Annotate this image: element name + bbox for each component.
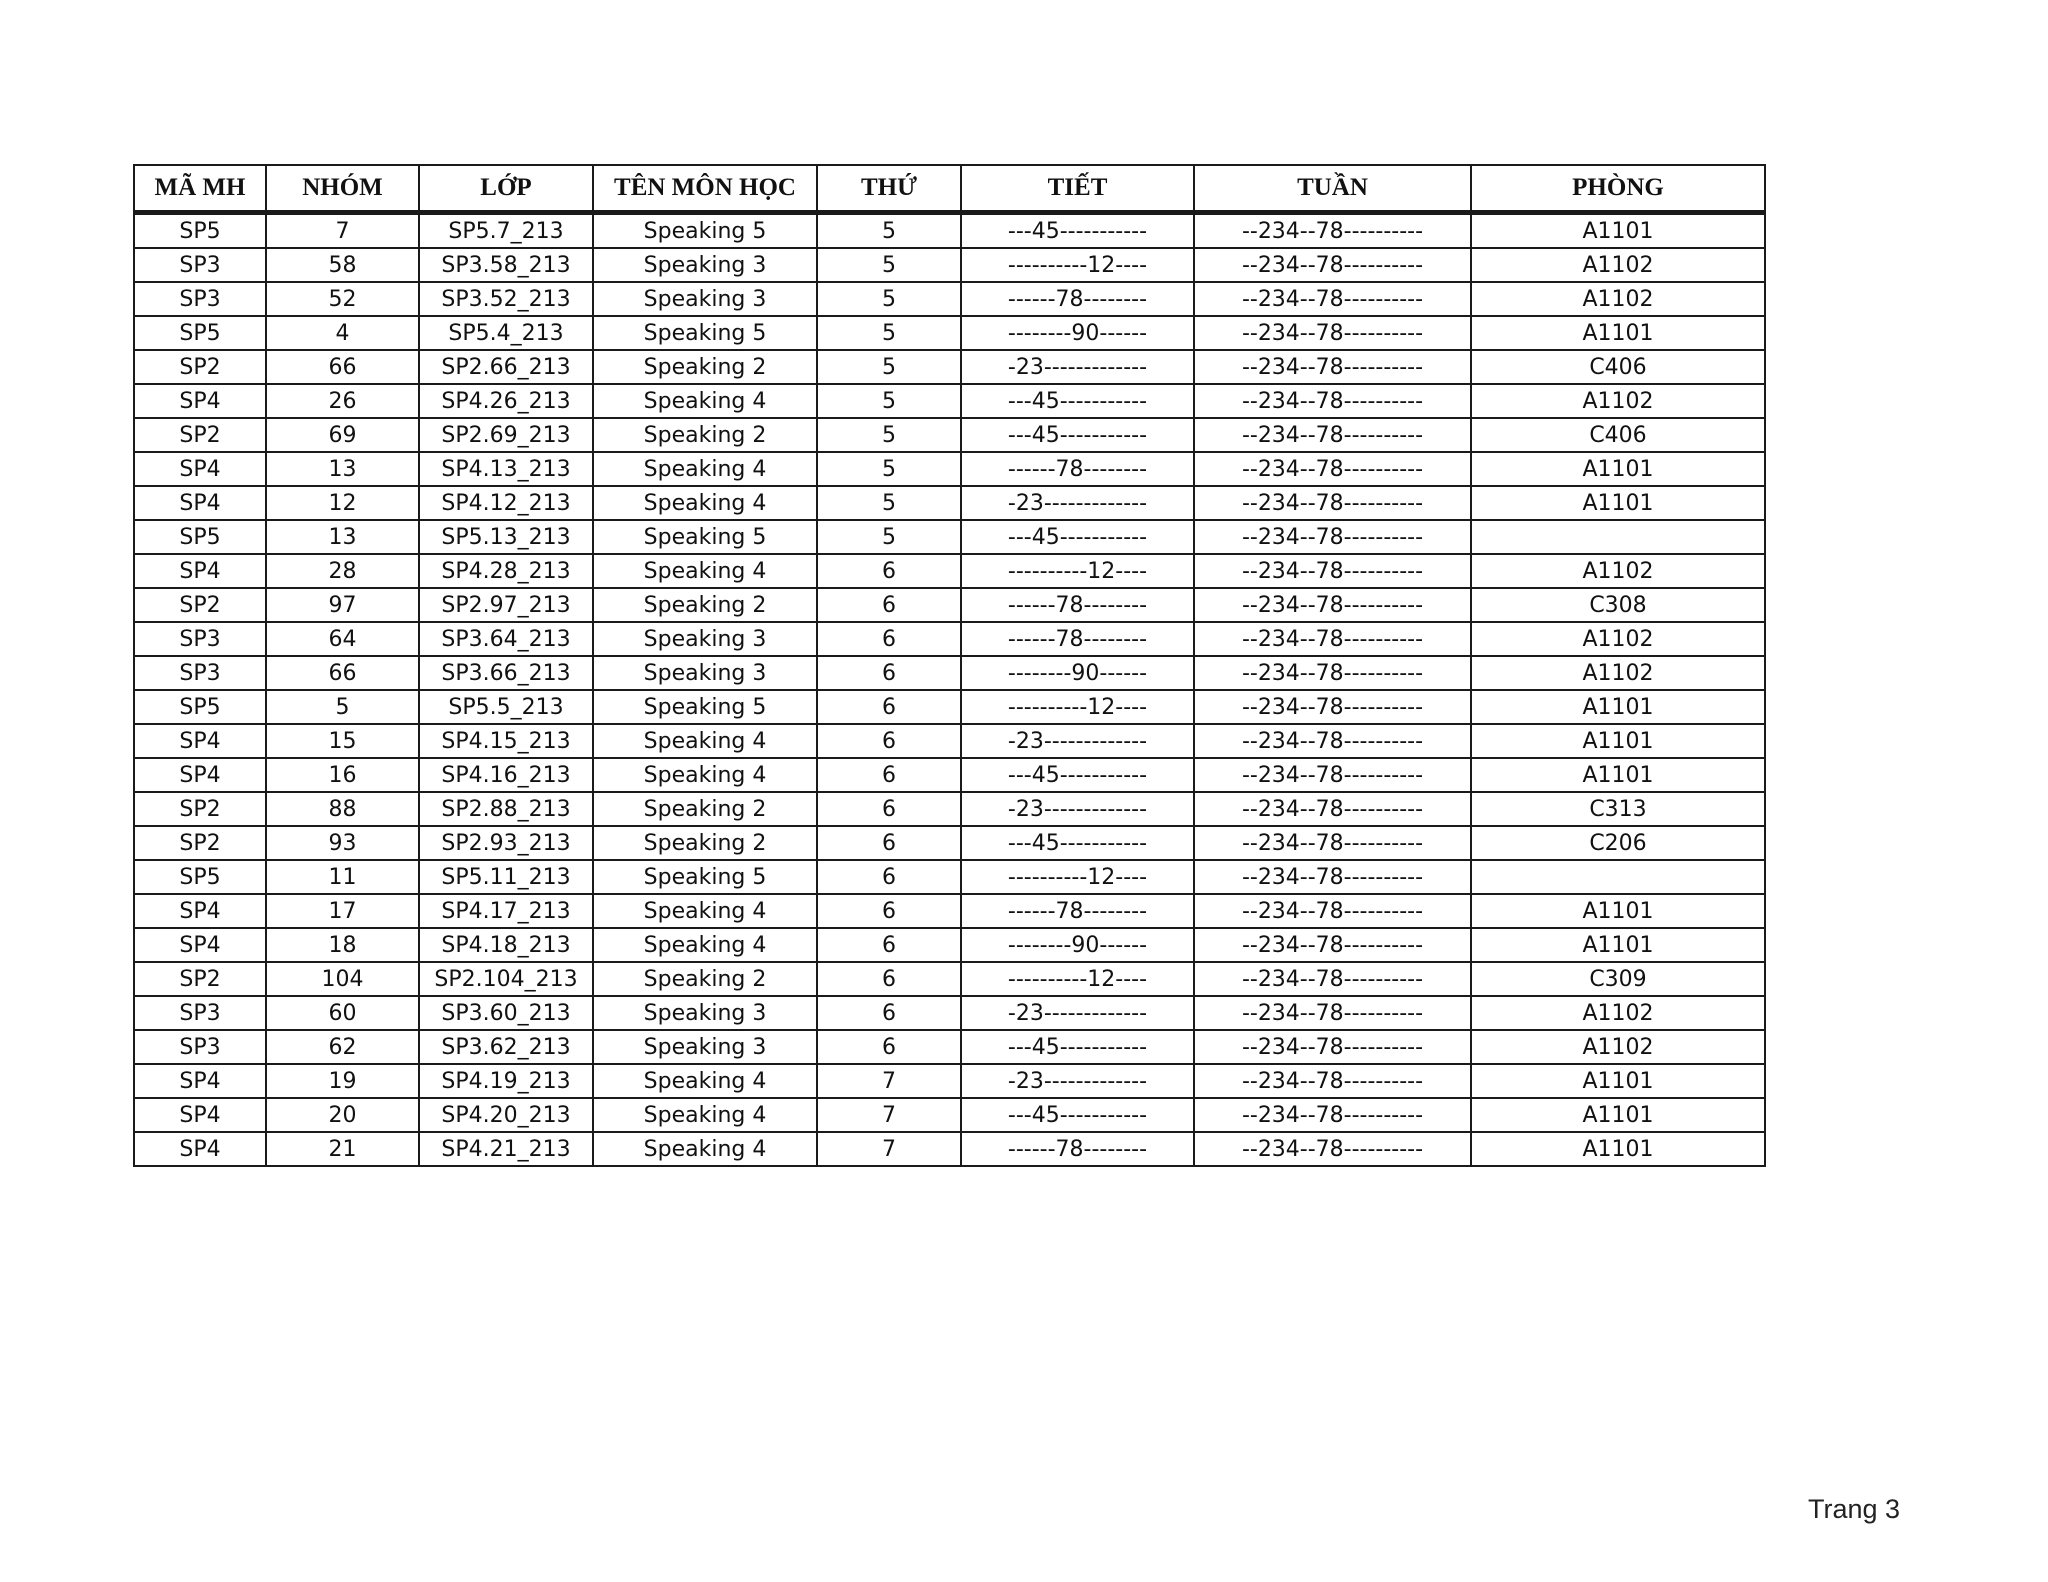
cell-room: A1102 [1471,996,1765,1030]
cell-weeks: --234--78---------- [1194,724,1471,758]
cell-group: 5 [266,690,419,724]
cell-room: A1102 [1471,554,1765,588]
cell-weeks: --234--78---------- [1194,588,1471,622]
cell-room: A1101 [1471,758,1765,792]
column-header-weeks: TUẦN [1194,165,1471,213]
cell-course-name: Speaking 5 [593,520,817,554]
table-row [134,826,1765,860]
cell-weekday: 6 [817,622,961,656]
cell-weekday: 6 [817,792,961,826]
cell-periods: --------90------ [961,928,1194,962]
cell-course-name: Speaking 4 [593,724,817,758]
cell-class: SP5.7_213 [419,213,593,249]
cell-class: SP4.19_213 [419,1064,593,1098]
cell-weeks: --234--78---------- [1194,656,1471,690]
table-row [134,860,1765,894]
table-row [134,1030,1765,1064]
table-row [134,384,1765,418]
cell-periods: ------78-------- [961,452,1194,486]
cell-room: A1102 [1471,384,1765,418]
cell-weekday: 5 [817,452,961,486]
cell-course-code: SP2 [134,792,266,826]
cell-course-name: Speaking 2 [593,418,817,452]
cell-course-name: Speaking 5 [593,860,817,894]
table-row [134,724,1765,758]
cell-group: 7 [266,213,419,249]
cell-course-name: Speaking 4 [593,894,817,928]
cell-course-name: Speaking 4 [593,928,817,962]
cell-course-code: SP3 [134,622,266,656]
cell-group: 62 [266,1030,419,1064]
cell-room: A1101 [1471,316,1765,350]
cell-group: 13 [266,452,419,486]
cell-periods: -23------------- [961,996,1194,1030]
cell-periods: -23------------- [961,350,1194,384]
cell-group: 104 [266,962,419,996]
table-row [134,486,1765,520]
cell-class: SP2.88_213 [419,792,593,826]
cell-room: A1101 [1471,1132,1765,1166]
table-row [134,452,1765,486]
table-row [134,758,1765,792]
table-row [134,996,1765,1030]
cell-class: SP4.26_213 [419,384,593,418]
cell-course-name: Speaking 4 [593,486,817,520]
cell-room: A1101 [1471,894,1765,928]
cell-periods: -23------------- [961,792,1194,826]
cell-course-code: SP3 [134,656,266,690]
cell-periods: -23------------- [961,724,1194,758]
cell-periods: ----------12---- [961,860,1194,894]
cell-weekday: 6 [817,588,961,622]
cell-weekday: 5 [817,282,961,316]
cell-group: 93 [266,826,419,860]
cell-group: 4 [266,316,419,350]
table-row [134,554,1765,588]
column-header-weekday: THỨ [817,165,961,213]
cell-weekday: 6 [817,928,961,962]
cell-class: SP2.69_213 [419,418,593,452]
cell-class: SP4.17_213 [419,894,593,928]
cell-weeks: --234--78---------- [1194,418,1471,452]
cell-group: 58 [266,248,419,282]
cell-class: SP4.28_213 [419,554,593,588]
cell-group: 69 [266,418,419,452]
cell-course-name: Speaking 5 [593,213,817,249]
cell-course-code: SP3 [134,996,266,1030]
cell-periods: ----------12---- [961,554,1194,588]
cell-weeks: --234--78---------- [1194,758,1471,792]
cell-room: C206 [1471,826,1765,860]
cell-course-code: SP5 [134,213,266,249]
cell-course-name: Speaking 5 [593,316,817,350]
cell-weekday: 6 [817,554,961,588]
cell-periods: ---45----------- [961,418,1194,452]
cell-room: C406 [1471,418,1765,452]
cell-class: SP2.104_213 [419,962,593,996]
cell-room: A1101 [1471,213,1765,249]
cell-room: C406 [1471,350,1765,384]
cell-class: SP4.16_213 [419,758,593,792]
cell-weeks: --234--78---------- [1194,792,1471,826]
cell-weeks: --234--78---------- [1194,1132,1471,1166]
cell-course-code: SP3 [134,248,266,282]
cell-weeks: --234--78---------- [1194,213,1471,249]
cell-course-name: Speaking 4 [593,384,817,418]
cell-periods: ---45----------- [961,520,1194,554]
cell-room: C309 [1471,962,1765,996]
cell-class: SP4.13_213 [419,452,593,486]
cell-periods: --------90------ [961,316,1194,350]
table-row [134,656,1765,690]
cell-periods: ---45----------- [961,1030,1194,1064]
cell-room: C313 [1471,792,1765,826]
column-header-group: NHÓM [266,165,419,213]
cell-class: SP3.60_213 [419,996,593,1030]
cell-room: A1102 [1471,656,1765,690]
cell-group: 60 [266,996,419,1030]
table-row [134,1098,1765,1132]
cell-course-name: Speaking 5 [593,690,817,724]
cell-room: A1102 [1471,248,1765,282]
table-row [134,520,1765,554]
cell-weeks: --234--78---------- [1194,350,1471,384]
cell-weekday: 5 [817,418,961,452]
table-row [134,894,1765,928]
schedule-table [133,164,1766,1167]
cell-group: 26 [266,384,419,418]
cell-weeks: --234--78---------- [1194,282,1471,316]
cell-weekday: 5 [817,486,961,520]
cell-course-code: SP4 [134,1064,266,1098]
table-row [134,316,1765,350]
cell-group: 11 [266,860,419,894]
cell-group: 20 [266,1098,419,1132]
cell-room [1471,860,1765,894]
cell-periods: ---45----------- [961,758,1194,792]
cell-room: A1102 [1471,622,1765,656]
cell-course-code: SP4 [134,928,266,962]
table-row [134,248,1765,282]
cell-course-code: SP4 [134,1098,266,1132]
cell-course-name: Speaking 4 [593,758,817,792]
cell-course-code: SP2 [134,350,266,384]
cell-course-code: SP2 [134,588,266,622]
cell-weekday: 5 [817,248,961,282]
cell-room: A1101 [1471,1098,1765,1132]
cell-weekday: 7 [817,1132,961,1166]
cell-room: A1101 [1471,690,1765,724]
cell-room: A1102 [1471,1030,1765,1064]
cell-course-code: SP2 [134,962,266,996]
cell-course-name: Speaking 4 [593,1064,817,1098]
cell-class: SP2.93_213 [419,826,593,860]
cell-weeks: --234--78---------- [1194,962,1471,996]
cell-room: C308 [1471,588,1765,622]
cell-course-name: Speaking 3 [593,996,817,1030]
cell-weekday: 5 [817,213,961,249]
cell-weekday: 6 [817,894,961,928]
cell-group: 66 [266,656,419,690]
cell-class: SP2.66_213 [419,350,593,384]
column-header-course-code: MÃ MH [134,165,266,213]
cell-course-code: SP4 [134,384,266,418]
cell-weeks: --234--78---------- [1194,554,1471,588]
cell-course-name: Speaking 4 [593,1132,817,1166]
cell-room: A1101 [1471,928,1765,962]
cell-weekday: 6 [817,758,961,792]
cell-group: 97 [266,588,419,622]
cell-course-name: Speaking 2 [593,792,817,826]
cell-weeks: --234--78---------- [1194,452,1471,486]
cell-weeks: --234--78---------- [1194,690,1471,724]
cell-weeks: --234--78---------- [1194,996,1471,1030]
cell-periods: ---45----------- [961,826,1194,860]
cell-group: 21 [266,1132,419,1166]
cell-periods: ------78-------- [961,588,1194,622]
cell-course-code: SP2 [134,418,266,452]
cell-weeks: --234--78---------- [1194,1030,1471,1064]
cell-room: A1102 [1471,282,1765,316]
cell-group: 66 [266,350,419,384]
cell-class: SP3.52_213 [419,282,593,316]
cell-room: A1101 [1471,1064,1765,1098]
cell-weekday: 5 [817,350,961,384]
cell-course-code: SP4 [134,894,266,928]
cell-class: SP5.13_213 [419,520,593,554]
cell-periods: ------78-------- [961,894,1194,928]
cell-class: SP4.21_213 [419,1132,593,1166]
cell-course-code: SP5 [134,860,266,894]
table-row [134,690,1765,724]
cell-course-code: SP4 [134,724,266,758]
cell-course-code: SP3 [134,1030,266,1064]
cell-periods: ----------12---- [961,962,1194,996]
cell-periods: ---45----------- [961,384,1194,418]
cell-class: SP4.12_213 [419,486,593,520]
cell-weeks: --234--78---------- [1194,928,1471,962]
cell-class: SP5.5_213 [419,690,593,724]
cell-course-name: Speaking 2 [593,826,817,860]
table-header-row [134,165,1765,213]
cell-course-name: Speaking 4 [593,554,817,588]
cell-course-name: Speaking 3 [593,248,817,282]
cell-weekday: 6 [817,962,961,996]
cell-weekday: 6 [817,656,961,690]
cell-group: 12 [266,486,419,520]
cell-weeks: --234--78---------- [1194,520,1471,554]
table-row [134,1132,1765,1166]
table-row [134,792,1765,826]
cell-course-code: SP4 [134,758,266,792]
cell-periods: ------78-------- [961,1132,1194,1166]
cell-group: 88 [266,792,419,826]
cell-weekday: 7 [817,1064,961,1098]
cell-weeks: --234--78---------- [1194,1098,1471,1132]
table-row [134,962,1765,996]
cell-class: SP3.66_213 [419,656,593,690]
cell-course-code: SP4 [134,1132,266,1166]
table-row [134,350,1765,384]
cell-weekday: 6 [817,690,961,724]
cell-class: SP3.62_213 [419,1030,593,1064]
cell-class: SP3.64_213 [419,622,593,656]
cell-room: A1101 [1471,724,1765,758]
cell-weekday: 5 [817,316,961,350]
cell-weekday: 5 [817,520,961,554]
column-header-course-name: TÊN MÔN HỌC [593,165,817,213]
cell-periods: ---45----------- [961,1098,1194,1132]
cell-class: SP5.11_213 [419,860,593,894]
cell-course-code: SP4 [134,452,266,486]
cell-weeks: --234--78---------- [1194,316,1471,350]
cell-course-code: SP3 [134,282,266,316]
cell-course-name: Speaking 4 [593,452,817,486]
cell-group: 52 [266,282,419,316]
cell-weeks: --234--78---------- [1194,894,1471,928]
table-row [134,622,1765,656]
cell-weeks: --234--78---------- [1194,1064,1471,1098]
cell-periods: ----------12---- [961,690,1194,724]
cell-class: SP5.4_213 [419,316,593,350]
table-row [134,213,1765,249]
cell-group: 15 [266,724,419,758]
cell-weekday: 6 [817,1030,961,1064]
cell-course-code: SP5 [134,690,266,724]
cell-group: 13 [266,520,419,554]
cell-weeks: --234--78---------- [1194,384,1471,418]
cell-course-name: Speaking 4 [593,1098,817,1132]
cell-course-name: Speaking 2 [593,350,817,384]
cell-weeks: --234--78---------- [1194,860,1471,894]
column-header-room: PHÒNG [1471,165,1765,213]
cell-course-name: Speaking 2 [593,962,817,996]
cell-room [1471,520,1765,554]
cell-periods: --------90------ [961,656,1194,690]
cell-periods: ------78-------- [961,622,1194,656]
cell-room: A1101 [1471,486,1765,520]
cell-course-name: Speaking 3 [593,1030,817,1064]
cell-weekday: 7 [817,1098,961,1132]
cell-course-name: Speaking 3 [593,282,817,316]
cell-weekday: 6 [817,996,961,1030]
column-header-class: LỚP [419,165,593,213]
cell-weekday: 6 [817,724,961,758]
cell-group: 17 [266,894,419,928]
cell-periods: ---45----------- [961,213,1194,249]
table-row [134,588,1765,622]
table-row [134,928,1765,962]
cell-group: 64 [266,622,419,656]
cell-weekday: 5 [817,384,961,418]
cell-periods: -23------------- [961,1064,1194,1098]
cell-group: 18 [266,928,419,962]
cell-course-code: SP2 [134,826,266,860]
cell-course-code: SP4 [134,486,266,520]
cell-weeks: --234--78---------- [1194,248,1471,282]
page-number: Trang 3 [1808,1494,1901,1524]
cell-course-code: SP5 [134,520,266,554]
table-row [134,1064,1765,1098]
column-header-periods: TIẾT [961,165,1194,213]
table-row [134,418,1765,452]
cell-periods: ------78-------- [961,282,1194,316]
cell-group: 16 [266,758,419,792]
cell-course-code: SP4 [134,554,266,588]
cell-periods: -23------------- [961,486,1194,520]
cell-class: SP4.15_213 [419,724,593,758]
cell-weekday: 6 [817,860,961,894]
cell-weeks: --234--78---------- [1194,486,1471,520]
cell-group: 28 [266,554,419,588]
cell-room: A1101 [1471,452,1765,486]
cell-course-code: SP5 [134,316,266,350]
cell-group: 19 [266,1064,419,1098]
cell-weeks: --234--78---------- [1194,622,1471,656]
table-body [134,213,1765,1167]
cell-course-name: Speaking 3 [593,656,817,690]
table-row [134,282,1765,316]
cell-class: SP4.18_213 [419,928,593,962]
cell-class: SP2.97_213 [419,588,593,622]
cell-weeks: --234--78---------- [1194,826,1471,860]
cell-weekday: 6 [817,826,961,860]
cell-course-name: Speaking 2 [593,588,817,622]
cell-course-name: Speaking 3 [593,622,817,656]
cell-class: SP4.20_213 [419,1098,593,1132]
cell-class: SP3.58_213 [419,248,593,282]
cell-periods: ----------12---- [961,248,1194,282]
